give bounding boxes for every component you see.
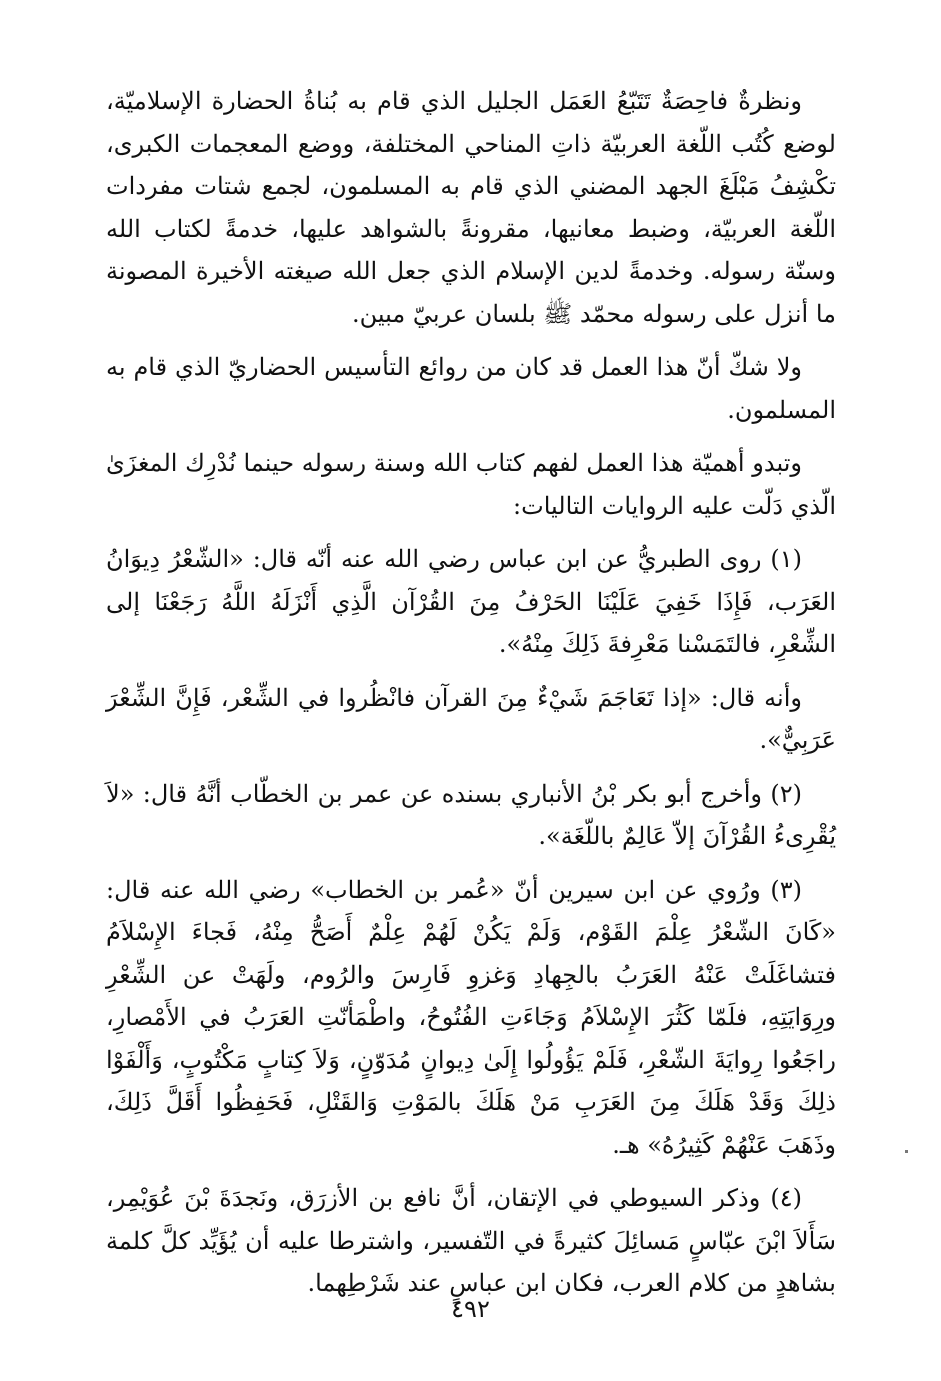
paragraph-importance: وتبدو أهميّة هذا العمل لفهم كتاب الله وسنة رسوله حينما نُدْرِك المغزَىٰ الّذي دَلّت عليه الروايات التاليات:	[106, 449, 836, 520]
paragraph-narration-3: (٣) ورُوي عن ابن سيرين أنّ «عُمر بن الخطاب» رضي الله عنه قال: «كَانَ الشّعْرُ عِلْمَ القَوْم، وَلَمْ يَكُنْ لَهُمْ عِلْمٌ أَصَحُّ مِنْهُ، فَجاءَ الإِسْلاَمُ فتشاغَلَتْ عَنْهُ العَرَبُ بالجِهادِ وَغزوِ فَارِسَ والرُوم، ولَهَتْ عن الشِّعْرِ ورِوَايَتِهِ، فلَمّا كَثُرَ الإِسْلاَمُ وَجَاءَتِ الفُتُوحُ، واطْمَأنّتِ العَرَبُ في الأَمْصارِ، راجَعُوا رِوايَةَ الشّعْرِ، فَلَمْ يَؤُولُوا إِلَىٰ دِيوانٍ مُدَوّنٍ، وَلاَ كِتابٍ مَكْتُوبٍ، وَأَلْفَوْا ذلِكَ وَقَدْ هَلَكَ مِنَ العَرَبِ مَنْ هَلَكَ بالمَوْتِ وَالقَتْلِ، فَحَفِظُوا أَقَلَّ ذَلِكَ، وذَهَبَ عَنْهُمْ كَثِيرُهُ» هـ.	[106, 875, 836, 1159]
page-body	[106, 80, 836, 1305]
paragraph-narration-4: (٤) وذكر السيوطي في الإتقان، أنَّ نافع بن الأزرَق، ونَجدَةَ بْنَ عُوَيْمِر، سَأَلاَ ابْنَ عبّاسٍ مَسائِلَ كثيرةً في التّفسير، واشترطا عليه أن يُؤَيِّد كلَّ كلمة بشاهدٍ من كلام العرب، فكان ابن عباسٍ عند شَرْطِهما.	[106, 1184, 836, 1297]
paragraph-intro: ونظرةٌ فاحِصَةٌ تَتَبّعُ العَمَل الجليل الذي قام به بُناةُ الحضارة الإسلاميّة، لوضع كُتُب اللّغة العربيّة ذاتِ المناحي المختلفة، ووضع المعجمات الكبرى، تكْشِفُ مَبْلَغَ الجهد المضني الذي قام به المسلمون، لجمع شتات مفردات اللّغة العربيّة، وضبط معانيها، مقرونةً بالشواهد عليها، خدمةً لكتاب الله وسنّة رسوله. وخدمةً لدين الإسلام الذي جعل الله صيغته الأخيرة المصونة ما أنزل على رسوله محمّد ﷺ بلسان عربيّ مبين.	[106, 87, 836, 328]
paragraph-narration-2: (٢) وأخرج أبو بكر بْنُ الأنباري بسنده عن عمر بن الخطّاب أنَّهُ قال: «لاَ يُقْرِىءُ القُرْآنَ إلاّ عَالِمٌ باللّغَة».	[106, 779, 836, 850]
paragraph-no-doubt: ولا شكّ أنّ هذا العمل قد كان من روائع التأسيس الحضاريّ الذي قام به المسلمون.	[106, 353, 836, 424]
paragraph-narration-1b: وأنه قال: «إذا تَعَاجَمَ شَيْءٌ مِنَ القرآن فانْظُروا في الشِّعْر، فَإِنَّ الشِّعْرَ عَرَبِيٌّ».	[106, 683, 836, 754]
margin-speck	[905, 1150, 908, 1153]
paragraph-narration-1: (١) روى الطبريُّ عن ابن عباس رضي الله عنه أنّه قال: «الشّعْرُ دِيوَانُ العَرَب، فَإِذَا خَفِيَ عَلَيْنَا الحَرْفُ مِنَ القُرْآن الَّذِي أَنْزَلَهُ اللَّهُ رَجَعْنَا إلى الشِّعْرِ، فالتَمَسْنا مَعْرِفةَ ذَلِكَ مِنْهُ».	[106, 545, 836, 658]
page-number: ٤٩٢	[451, 1295, 490, 1323]
